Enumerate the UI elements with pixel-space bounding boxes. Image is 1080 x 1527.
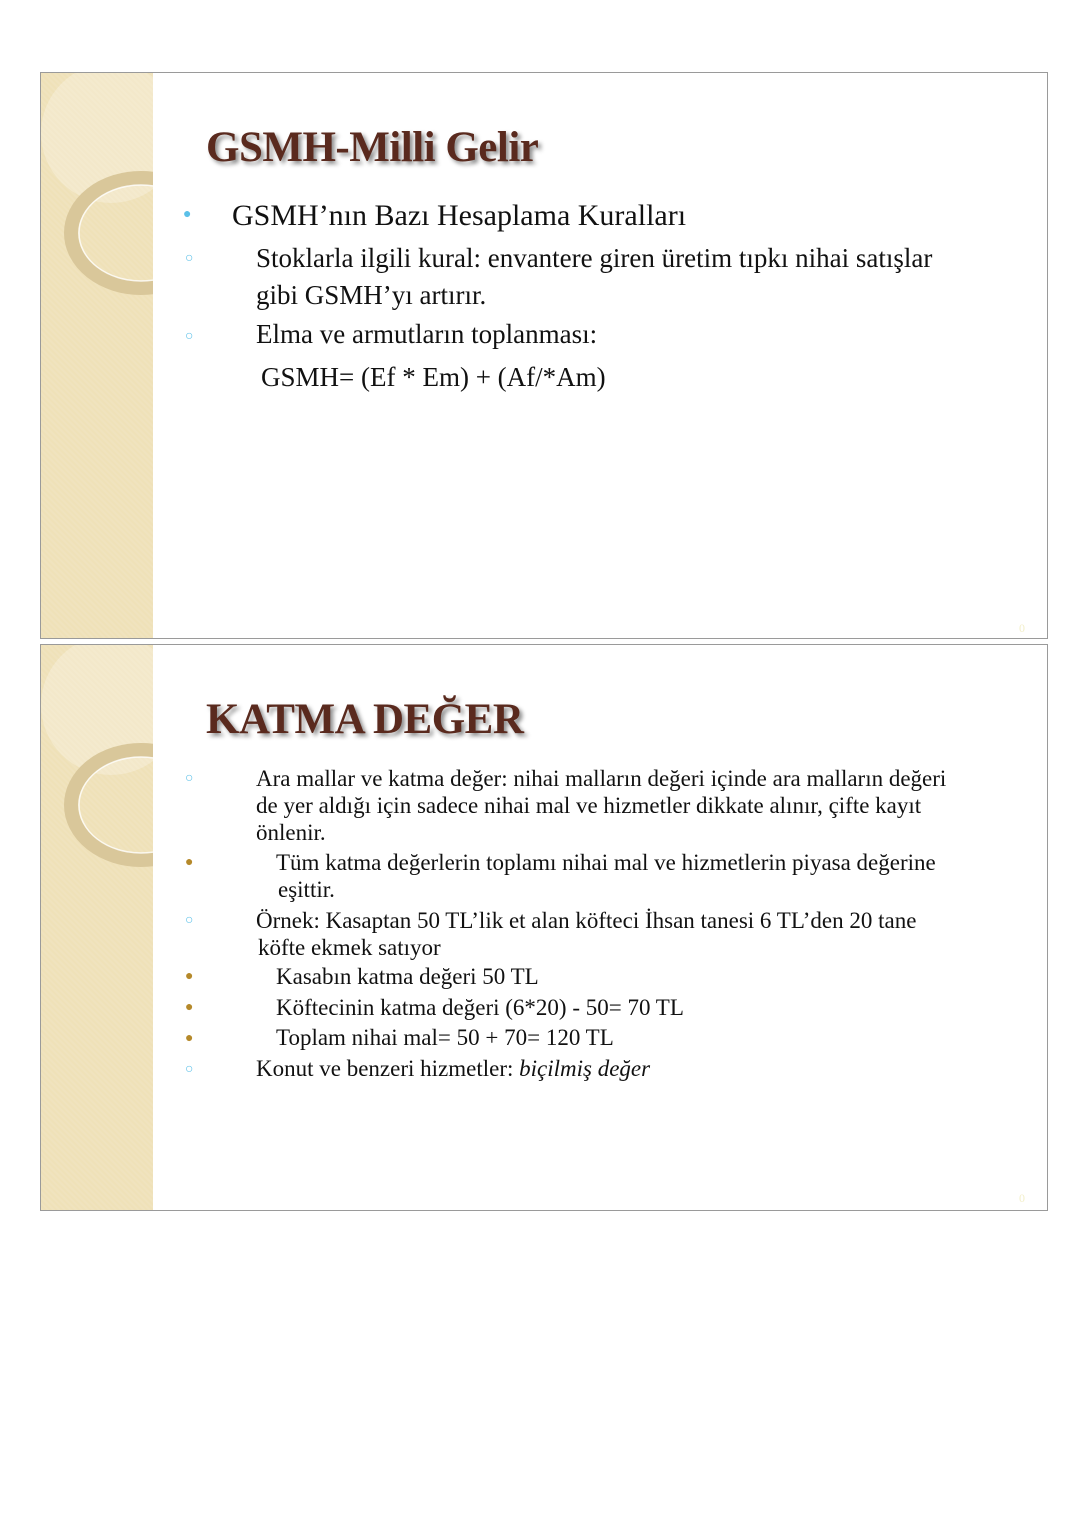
sub-bullet-icon: ○ — [185, 1062, 194, 1077]
ring-decoration-icon — [41, 73, 153, 638]
sub-bullet-icon: ○ — [185, 913, 194, 928]
bullet-icon: ● — [185, 855, 194, 870]
text-line: önlenir. — [256, 820, 326, 845]
bullet-icon: ● — [183, 207, 192, 222]
text-line: Köftecinin katma değeri (6*20) - 50= 70 TL — [276, 995, 684, 1020]
bullet-icon: ● — [185, 969, 194, 984]
text-line: Örnek: Kasaptan 50 TL’lik et alan köfteci İhsan tanesi 6 TL’den 20 tane — [256, 908, 917, 933]
text-line: de yer aldığı için sadece nihai mal ve hizmetler dikkate alınır, çifte kayıt — [256, 793, 922, 818]
heading-line: GSMH’nın Bazı Hesaplama Kuralları — [232, 199, 687, 232]
bullet-icon: ● — [185, 1031, 194, 1046]
slide-gsmh — [40, 72, 1048, 639]
text-italic: biçilmiş değer — [519, 1056, 651, 1081]
slide-number: 0 — [1019, 1191, 1025, 1205]
text-line: köfte ekmek satıyor — [258, 935, 441, 960]
text-line — [256, 1056, 650, 1082]
sub-bullet-icon: ○ — [185, 251, 194, 266]
text-plain: Konut ve benzeri hizmetler: — [256, 1056, 520, 1081]
sub-bullet-icon: ○ — [185, 329, 194, 344]
sub-bullet-icon: ○ — [185, 771, 194, 786]
decorative-panel — [41, 645, 153, 1210]
slide-katma-deger — [40, 644, 1048, 1211]
text-line: Kasabın katma değeri 50 TL — [276, 964, 539, 989]
slide-number: 0 — [1019, 621, 1025, 635]
slide-title: KATMA DEĞER — [206, 696, 524, 743]
text-line: Ara mallar ve katma değer: nihai malların değeri içinde ara malların değeri — [256, 766, 947, 791]
text-line: Toplam nihai mal= 50 + 70= 120 TL — [276, 1025, 614, 1050]
bullet-icon: ● — [185, 1000, 194, 1015]
text-line: gibi GSMH’yı artırır. — [256, 280, 487, 310]
text-line: Elma ve armutların toplanması: — [256, 319, 598, 349]
text-line: Tüm katma değerlerin toplamı nihai mal ve hizmetlerin piyasa değerine — [276, 850, 936, 875]
decorative-panel — [41, 73, 153, 638]
text-line: Stoklarla ilgili kural: envantere giren üretim tıpkı nihai satışlar — [256, 243, 933, 273]
text-line: eşittir. — [278, 877, 335, 902]
formula-line: GSMH= (Ef * Em) + (Af/*Am) — [261, 362, 606, 392]
slide-title: GSMH-Milli Gelir — [206, 124, 539, 171]
ring-decoration-icon — [41, 645, 153, 1210]
